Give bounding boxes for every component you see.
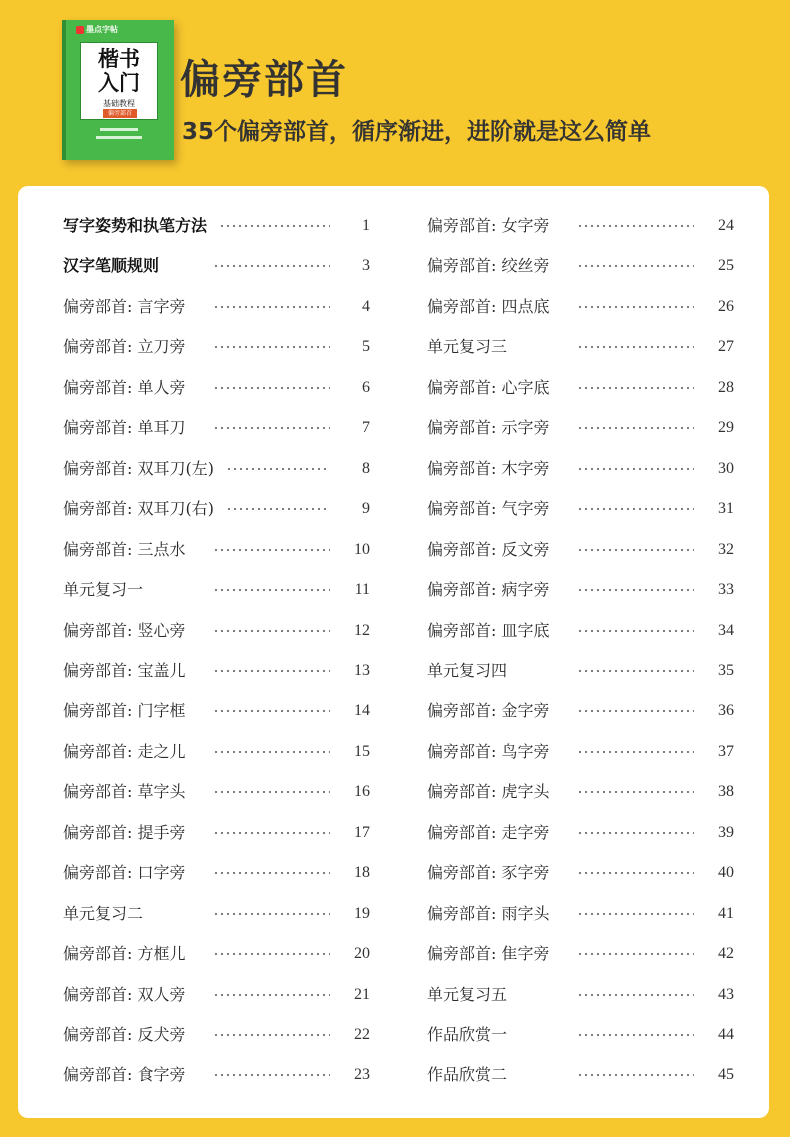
toc-entry-label: 偏旁部首: 单人旁 bbox=[63, 377, 186, 397]
toc-page-number: 13 bbox=[354, 661, 370, 679]
toc-entry-label: 偏旁部首: 鸟字旁 bbox=[427, 741, 550, 761]
book-subtitle: 基础教程 bbox=[103, 99, 135, 108]
toc-page-number: 28 bbox=[718, 378, 734, 396]
toc-page-number: 30 bbox=[718, 459, 734, 477]
toc-page-number: 8 bbox=[362, 459, 370, 477]
toc-row[interactable] bbox=[63, 1015, 370, 1055]
toc-row[interactable] bbox=[63, 1055, 370, 1095]
toc-leader-dots bbox=[577, 206, 694, 246]
toc-page-number: 40 bbox=[718, 864, 734, 882]
toc-page-number: 23 bbox=[354, 1066, 370, 1084]
toc-row[interactable] bbox=[427, 489, 734, 529]
toc-leader-dots bbox=[577, 813, 694, 853]
toc-leader-dots bbox=[213, 691, 330, 731]
toc-entry-label: 汉字笔顺规则 bbox=[63, 256, 160, 276]
toc-row[interactable] bbox=[427, 772, 734, 812]
toc-leader-dots bbox=[213, 651, 330, 691]
toc-leader-dots bbox=[213, 975, 330, 1015]
toc-row[interactable] bbox=[63, 408, 370, 448]
toc-page-number: 9 bbox=[362, 500, 370, 518]
toc-leader-dots bbox=[577, 327, 694, 367]
toc-page-number: 27 bbox=[718, 338, 734, 356]
toc-page-number: 39 bbox=[718, 823, 734, 841]
toc-entry-label: 偏旁部首: 口字旁 bbox=[63, 863, 186, 883]
toc-entry-label: 偏旁部首: 皿字底 bbox=[427, 620, 550, 640]
book-brand bbox=[76, 24, 118, 35]
page-subtitle: 35个偏旁部首，循序渐进，进阶就是这么简单 bbox=[182, 119, 652, 145]
toc-page-number: 26 bbox=[718, 297, 734, 315]
toc-entry-label: 偏旁部首: 反犬旁 bbox=[63, 1025, 186, 1044]
toc-page-number: 32 bbox=[718, 540, 734, 558]
toc-entry-label: 偏旁部首: 宝盖儿 bbox=[63, 660, 186, 680]
toc-leader-dots bbox=[577, 651, 694, 691]
toc-leader-dots bbox=[213, 408, 330, 448]
toc-leader-dots bbox=[213, 287, 330, 327]
toc-entry-label: 偏旁部首: 双人旁 bbox=[63, 984, 186, 1004]
toc-entry-label: 作品欣赏二 bbox=[427, 1065, 508, 1085]
toc-page-number: 22 bbox=[354, 1026, 370, 1043]
toc-leader-dots bbox=[213, 732, 330, 772]
toc-leader-dots bbox=[213, 894, 330, 934]
toc-leader-dots bbox=[213, 934, 330, 974]
toc-leader-dots bbox=[213, 1055, 330, 1095]
toc-row[interactable] bbox=[427, 611, 734, 651]
toc-entry-label: 偏旁部首: 竖心旁 bbox=[63, 620, 186, 640]
toc-row[interactable] bbox=[427, 1055, 734, 1095]
toc-row[interactable] bbox=[427, 287, 734, 327]
toc-page-number: 11 bbox=[354, 581, 370, 599]
toc-entry-label: 偏旁部首: 言字旁 bbox=[63, 296, 186, 316]
toc-leader-dots bbox=[577, 287, 694, 327]
toc-page-number: 35 bbox=[718, 661, 734, 679]
toc-leader-dots bbox=[213, 570, 330, 610]
toc-page-number: 18 bbox=[354, 864, 370, 882]
toc-page-number: 45 bbox=[718, 1066, 734, 1084]
toc-entry-label: 偏旁部首: 草字头 bbox=[63, 782, 186, 802]
toc-leader-dots bbox=[577, 611, 694, 651]
toc-leader-dots bbox=[577, 853, 694, 893]
toc-row[interactable] bbox=[63, 489, 370, 529]
toc-entry-label: 偏旁部首: 金字旁 bbox=[427, 701, 550, 721]
toc-leader-dots bbox=[577, 1055, 694, 1095]
toc-entry-label: 偏旁部首: 食字旁 bbox=[63, 1065, 186, 1085]
toc-leader-dots bbox=[577, 246, 694, 286]
toc-row[interactable] bbox=[63, 449, 370, 489]
toc-row[interactable] bbox=[427, 691, 734, 731]
toc-entry-label: 单元复习一 bbox=[63, 580, 144, 600]
toc-row[interactable] bbox=[63, 975, 370, 1015]
toc-row[interactable] bbox=[63, 206, 370, 246]
toc-leader-dots bbox=[213, 368, 330, 408]
toc-row[interactable] bbox=[63, 570, 370, 610]
toc-page-number: 10 bbox=[354, 540, 370, 558]
toc-page-number: 14 bbox=[354, 702, 370, 720]
toc-row[interactable] bbox=[63, 732, 370, 772]
toc-panel bbox=[18, 186, 769, 1118]
toc-page-number: 17 bbox=[354, 823, 370, 841]
toc-page-number: 7 bbox=[362, 419, 370, 437]
toc-entry-label: 偏旁部首: 四点底 bbox=[427, 296, 550, 316]
toc-row[interactable] bbox=[427, 894, 734, 934]
toc-entry-label: 偏旁部首: 立刀旁 bbox=[63, 337, 186, 357]
toc-entry-label: 偏旁部首: 木字旁 bbox=[427, 458, 550, 478]
toc-page-number: 1 bbox=[362, 217, 370, 234]
toc-leader-dots bbox=[577, 449, 694, 489]
toc-row[interactable] bbox=[63, 934, 370, 974]
toc-row[interactable] bbox=[427, 368, 734, 408]
toc-entry-label: 偏旁部首: 走字旁 bbox=[427, 822, 550, 842]
toc-entry-label: 偏旁部首: 气字旁 bbox=[427, 499, 550, 519]
toc-leader-dots bbox=[577, 894, 694, 934]
toc-page-number: 36 bbox=[718, 702, 734, 720]
toc-entry-label: 偏旁部首: 心字底 bbox=[427, 377, 550, 397]
book-tag: 偏旁部首 bbox=[103, 109, 137, 118]
toc-entry-label: 单元复习三 bbox=[427, 337, 508, 357]
toc-entry-label: 偏旁部首: 三点水 bbox=[63, 539, 186, 559]
toc-entry-label: 偏旁部首: 双耳刀(右) bbox=[63, 499, 214, 519]
toc-page-number: 43 bbox=[718, 985, 734, 1003]
toc-row[interactable] bbox=[63, 772, 370, 812]
toc-row[interactable] bbox=[63, 246, 370, 286]
toc-row[interactable] bbox=[427, 975, 734, 1015]
page-title: 偏旁部首 bbox=[180, 57, 348, 103]
toc-row[interactable] bbox=[427, 853, 734, 893]
toc-entry-label: 偏旁部首: 门字框 bbox=[63, 701, 186, 721]
toc-row[interactable] bbox=[63, 530, 370, 570]
toc-entry-label: 单元复习五 bbox=[427, 984, 508, 1004]
toc-row[interactable] bbox=[63, 894, 370, 934]
toc-row[interactable] bbox=[63, 368, 370, 408]
toc-row[interactable] bbox=[427, 327, 734, 367]
toc-entry-label: 偏旁部首: 单耳刀 bbox=[63, 418, 186, 438]
toc-entry-label: 偏旁部首: 豕字旁 bbox=[427, 863, 550, 883]
toc-leader-dots bbox=[577, 732, 694, 772]
toc-leader-dots bbox=[577, 368, 694, 408]
toc-page-number: 15 bbox=[354, 742, 370, 760]
toc-entry-label: 作品欣赏一 bbox=[427, 1025, 508, 1044]
toc-leader-dots bbox=[577, 408, 694, 448]
book-title-line1: 楷书 bbox=[98, 47, 140, 71]
toc-page-number: 3 bbox=[362, 257, 370, 275]
toc-entry-label: 偏旁部首: 虎字头 bbox=[427, 782, 550, 802]
book-title-line2: 入门 bbox=[98, 71, 140, 95]
toc-row[interactable] bbox=[427, 732, 734, 772]
toc-row[interactable] bbox=[63, 813, 370, 853]
toc-leader-dots bbox=[226, 449, 330, 489]
toc-row[interactable] bbox=[427, 449, 734, 489]
toc-leader-dots bbox=[577, 530, 694, 570]
toc-page-number: 31 bbox=[718, 500, 734, 518]
toc-leader-dots bbox=[213, 853, 330, 893]
toc-leader-dots bbox=[577, 772, 694, 812]
toc-page-number: 20 bbox=[354, 945, 370, 963]
toc-row[interactable] bbox=[63, 327, 370, 367]
toc-leader-dots bbox=[219, 206, 330, 246]
toc-leader-dots bbox=[577, 934, 694, 974]
toc-row[interactable] bbox=[63, 853, 370, 893]
toc-row[interactable] bbox=[427, 1015, 734, 1055]
toc-entry-label: 偏旁部首: 绞丝旁 bbox=[427, 256, 550, 276]
toc-page-number: 33 bbox=[718, 581, 734, 599]
toc-row[interactable] bbox=[427, 246, 734, 286]
toc-leader-dots bbox=[577, 691, 694, 731]
toc-row[interactable] bbox=[427, 651, 734, 691]
toc-page-number: 12 bbox=[354, 621, 370, 639]
toc-page-number: 44 bbox=[718, 1026, 734, 1043]
book-footer-line bbox=[96, 136, 142, 139]
toc-page-number: 19 bbox=[354, 904, 370, 922]
toc-entry-label: 偏旁部首: 双耳刀(左) bbox=[63, 458, 214, 478]
toc-leader-dots bbox=[577, 1015, 694, 1055]
toc-page-number: 29 bbox=[718, 419, 734, 437]
header bbox=[0, 0, 790, 185]
toc-entry-label: 单元复习二 bbox=[63, 903, 144, 923]
toc-leader-dots bbox=[213, 1015, 330, 1055]
toc-page-number: 42 bbox=[718, 945, 734, 963]
toc-row[interactable] bbox=[63, 611, 370, 651]
toc-entry-label: 偏旁部首: 示字旁 bbox=[427, 418, 550, 438]
toc-row[interactable] bbox=[63, 691, 370, 731]
toc-leader-dots bbox=[213, 611, 330, 651]
toc-row[interactable] bbox=[63, 651, 370, 691]
brand-logo-icon bbox=[76, 26, 84, 34]
toc-row[interactable] bbox=[427, 408, 734, 448]
toc-leader-dots bbox=[577, 489, 694, 529]
toc-entry-label: 偏旁部首: 隹字旁 bbox=[427, 944, 550, 964]
toc-entry-label: 单元复习四 bbox=[427, 660, 508, 680]
toc-page-number: 6 bbox=[362, 378, 370, 396]
toc-page-number: 5 bbox=[362, 338, 370, 356]
toc-leader-dots bbox=[213, 772, 330, 812]
toc-leader-dots bbox=[213, 813, 330, 853]
book-cover-image bbox=[62, 20, 174, 160]
toc-entry-label: 偏旁部首: 反文旁 bbox=[427, 539, 550, 559]
toc-entry-label: 偏旁部首: 方框儿 bbox=[63, 944, 186, 964]
toc-row[interactable] bbox=[427, 206, 734, 246]
toc-page-number: 41 bbox=[718, 904, 734, 922]
toc-page-number: 21 bbox=[354, 985, 370, 1003]
toc-leader-dots bbox=[213, 246, 330, 286]
toc-entry-label: 偏旁部首: 提手旁 bbox=[63, 822, 186, 842]
toc-page-number: 24 bbox=[718, 217, 734, 234]
toc-leader-dots bbox=[213, 530, 330, 570]
toc-row[interactable] bbox=[427, 570, 734, 610]
toc-leader-dots bbox=[213, 327, 330, 367]
book-footer-line bbox=[100, 128, 138, 131]
toc-page-number: 4 bbox=[362, 297, 370, 315]
toc-leader-dots bbox=[577, 570, 694, 610]
toc-row[interactable] bbox=[427, 813, 734, 853]
toc-entry-label: 偏旁部首: 雨字头 bbox=[427, 903, 550, 923]
toc-row[interactable] bbox=[427, 934, 734, 974]
toc-page-number: 16 bbox=[354, 783, 370, 801]
book-cover-panel bbox=[80, 42, 158, 120]
toc-row[interactable] bbox=[427, 530, 734, 570]
toc-entry-label: 偏旁部首: 走之儿 bbox=[63, 741, 186, 761]
toc-entry-label: 偏旁部首: 女字旁 bbox=[427, 216, 550, 235]
book-brand-text: 墨点字帖 bbox=[86, 25, 118, 34]
toc-entry-label: 写字姿势和执笔方法 bbox=[63, 216, 208, 235]
toc-page-number: 34 bbox=[718, 621, 734, 639]
toc-page-number: 38 bbox=[718, 783, 734, 801]
toc-leader-dots bbox=[226, 489, 330, 529]
toc-page-number: 25 bbox=[718, 257, 734, 275]
toc-leader-dots bbox=[577, 975, 694, 1015]
toc-page-number: 37 bbox=[718, 742, 734, 760]
toc-entry-label: 偏旁部首: 病字旁 bbox=[427, 580, 550, 600]
toc-row[interactable] bbox=[63, 287, 370, 327]
